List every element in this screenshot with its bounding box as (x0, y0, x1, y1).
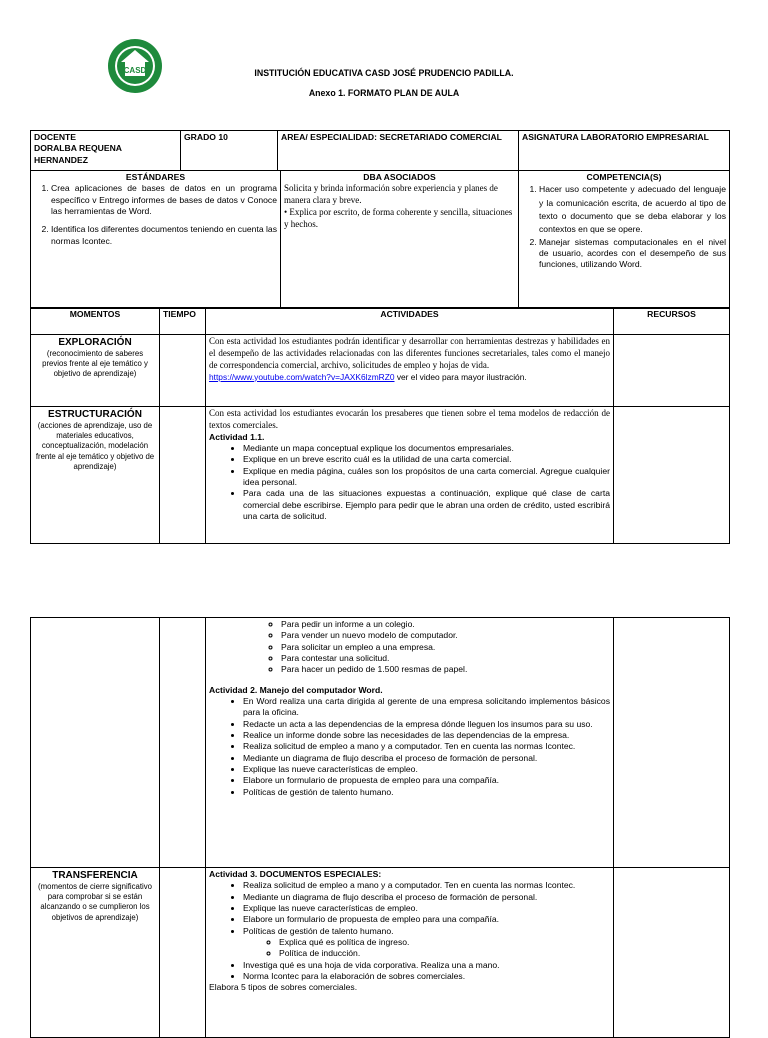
situation-item: ◦ Para solicitar un empleo a una empresa. (281, 642, 610, 653)
standards-cell (31, 171, 281, 309)
competencia-cell (519, 171, 730, 309)
activity-3-item: • Norma Icontec para la elaboración de sobres comerciales. (243, 971, 610, 982)
standards-header: ESTÁNDARES (125, 172, 186, 182)
transferencia-desc: (momentos de cierre significativo para comprobar si se están alcanzando o se cumplieron los objetivos de aprendizaje) (38, 882, 152, 922)
activity-3-item: • Realiza solicitud de empleo a mano y a computador. Ten en cuenta las normas Icontec. (243, 880, 610, 891)
grado-cell: GRADO 10 (181, 131, 278, 171)
video-link-suffix: ver el video para mayor ilustración. (394, 371, 527, 382)
activity-2-label: Actividad 2. Manejo del computador Word. (209, 684, 383, 695)
dba-line-1: Solicita y brinda información sobre experiencia y planes de manera clara y breve. (284, 183, 498, 206)
col-momentos: MOMENTOS (31, 308, 160, 335)
moments-table (30, 307, 730, 544)
transferencia-recursos (614, 868, 730, 1038)
dba-line-2: • Explica por escrito, de forma coherente y sencilla, situaciones y hechos. (284, 207, 513, 229)
competencia-list (522, 183, 726, 270)
estructuracion-recursos (614, 407, 730, 544)
activity-3-item: • Investiga qué es una hoja de vida corporativa. Realiza una a mano. (243, 960, 610, 971)
activity-2-item: • Realice un informe donde sobre las necesidades de las dependencias de la empresa. (243, 730, 610, 741)
transferencia-cell (31, 868, 160, 1038)
estructuracion-activity (206, 407, 614, 544)
activity-3-list (209, 880, 610, 937)
activity-3-item: • Elabore un formulario de propuesta de empleo para una compañía. (243, 914, 610, 925)
annex-title: Anexo 1. FORMATO PLAN DE AULA (308, 88, 460, 98)
docente-label: DOCENTE (34, 132, 77, 142)
policy-item: ◦ Explica qué es política de ingreso. (279, 937, 610, 948)
situation-item: ◦ Para hacer un pedido de 1.500 resmas de papel. (281, 664, 610, 675)
activity-3-item: • Explique las nueve características de empleo. (243, 903, 610, 914)
institution-title: INSTITUCIÓN EDUCATIVA CASD JOSÉ PRUDENCIO PADILLA. (254, 68, 514, 78)
estructuracion-intro: Con esta actividad los estudiantes evocarán los presaberes que tienen sobre el tema modelos de redacción de textos comerciales. (209, 408, 610, 430)
last-line: Elabora 5 tipos de sobres comerciales. (209, 982, 358, 993)
activity-3-list-b (209, 960, 610, 983)
asignatura-cell: ASIGNATURA LABORATORIO EMPRESARIAL (519, 131, 730, 171)
estructuracion-tiempo (160, 407, 206, 544)
continuation-table (30, 617, 730, 1038)
exploracion-tiempo (160, 335, 206, 407)
exploracion-cell (31, 335, 160, 407)
situation-item: ◦ Para vender un nuevo modelo de computador. (281, 630, 610, 641)
dba-cell (281, 171, 519, 309)
casd-logo (107, 38, 163, 94)
competencia-item: 2. Manejar sistemas computacionales en el nivel de usuario, acordes con el desempeño de sus funciones, utilizando Word. (539, 237, 726, 271)
area-cell: AREA/ ESPECIALIDAD: SECRETARIADO COMERCIAL (278, 131, 519, 171)
exploracion-text: Con esta actividad los estudiantes podrán identificar y desarrollar con herramientas destrezas y habilidades en el desempeño de las actividades relacionadas con las diferentes funciones secretariales, tales como el manejo de correspondencia comercial, archivo, solicitudes de empleo y hojas de vida. (209, 336, 610, 370)
standards-list (34, 183, 277, 247)
activity-2-item: • Redacte un acta a las dependencias de la empresa dónde lleguen los insumos para su uso. (243, 719, 610, 730)
standards-table (30, 170, 730, 309)
standard-item: 2. Identifica los diferentes documentos teniendo en cuenta las normas Icontec. (51, 224, 277, 247)
activity-1-label: Actividad 1.1. (209, 431, 265, 442)
activity-2-item: • Realiza solicitud de empleo a mano y a computador. Ten en cuenta las normas Icontec. (243, 741, 610, 752)
exploracion-desc: (reconocimiento de saberes previos frente al eje temático y objetivo de aprendizaje) (42, 349, 148, 379)
video-link[interactable]: https://www.youtube.com/watch?v=JAXK6lzmRZ0 (209, 371, 395, 382)
col-recursos: RECURSOS (614, 308, 730, 335)
continuation-tiempo (160, 618, 206, 868)
exploracion-title: EXPLORACIÓN (58, 337, 132, 348)
activity-3-item: • Mediante un diagrama de flujo describa el proceso de formación de personal. (243, 892, 610, 903)
dba-header: DBA ASOCIADOS (363, 172, 436, 182)
docente-name: DORALBA REQUENA HERNANDEZ (34, 143, 122, 165)
transferencia-title: TRANSFERENCIA (52, 870, 138, 881)
continuation-recursos (614, 618, 730, 868)
logo-text: CASD (123, 66, 147, 75)
continuation-momento (31, 618, 160, 868)
exploracion-recursos (614, 335, 730, 407)
info-table (30, 130, 730, 171)
transferencia-tiempo (160, 868, 206, 1038)
activity-1-item: • Mediante un mapa conceptual explique los documentos empresariales. (243, 443, 610, 454)
activity-2-item: • Explique las nueve características de empleo. (243, 764, 610, 775)
col-actividades: ACTIVIDADES (206, 308, 614, 335)
competencia-item: 1. Hacer uso competente y adecuado del lenguaje y la comunicación escrita, de acuerdo al tipo de texto o documento que se deba elaborar y los contextos en que se opere. (539, 183, 726, 236)
exploracion-activity (206, 335, 614, 407)
situation-item: ◦ Para contestar una solicitud. (281, 653, 610, 664)
col-tiempo: TIEMPO (160, 308, 206, 335)
activity-1-item: • Explique en media página, cuáles son los propósitos de una carta comercial. Agregue cualquier idea personal. (243, 466, 610, 489)
estructuracion-desc: (acciones de aprendizaje, uso de materiales educativos, conceptualización, modelación frente al eje temático y objetivo de aprendizaje) (35, 421, 155, 471)
activity-3-item: • Políticas de gestión de talento humano. (243, 926, 610, 937)
situation-item: ◦ Para pedir un informe a un colegio. (281, 619, 610, 630)
estructuracion-cell (31, 407, 160, 544)
policy-sublist (209, 937, 610, 960)
activity-2-item: • Políticas de gestión de talento humano. (243, 787, 610, 798)
activity-2-item: • Elabore un formulario de propuesta de empleo para una compañía. (243, 775, 610, 786)
activity-1-list (209, 443, 610, 522)
activity-1-item: • Explique en un breve escrito cuál es la utilidad de una carta comercial. (243, 454, 610, 465)
transferencia-activity (206, 868, 614, 1038)
activity-2-item: • En Word realiza una carta dirigida al gerente de una empresa solicitando implementos básicos para la oficina. (243, 696, 610, 719)
standard-item: 1. Crea aplicaciones de bases de datos en un programa específico v Entrego informes de bases de datos v Conoce las herramientas de Word. (51, 183, 277, 217)
estructuracion-title: ESTRUCTURACIÓN (48, 409, 142, 420)
activity-2-list (209, 696, 610, 798)
continuation-activity (206, 618, 614, 868)
docente-cell (31, 131, 181, 171)
competencia-header: COMPETENCIA(S) (586, 172, 662, 182)
activity-3-label: Actividad 3. DOCUMENTOS ESPECIALES: (209, 869, 382, 879)
situations-list (209, 619, 610, 676)
policy-item: ◦ Política de inducción. (279, 948, 610, 959)
activity-1-item: • Para cada una de las situaciones expuestas a continuación, explique qué clase de carta comercial debe escribirse. Ejemplo para pedir que le abran una orden de crédito, usted escribirá una carta de solicitud. (243, 488, 610, 522)
activity-2-item: • Mediante un diagrama de flujo describa el proceso de formación de personal. (243, 753, 610, 764)
